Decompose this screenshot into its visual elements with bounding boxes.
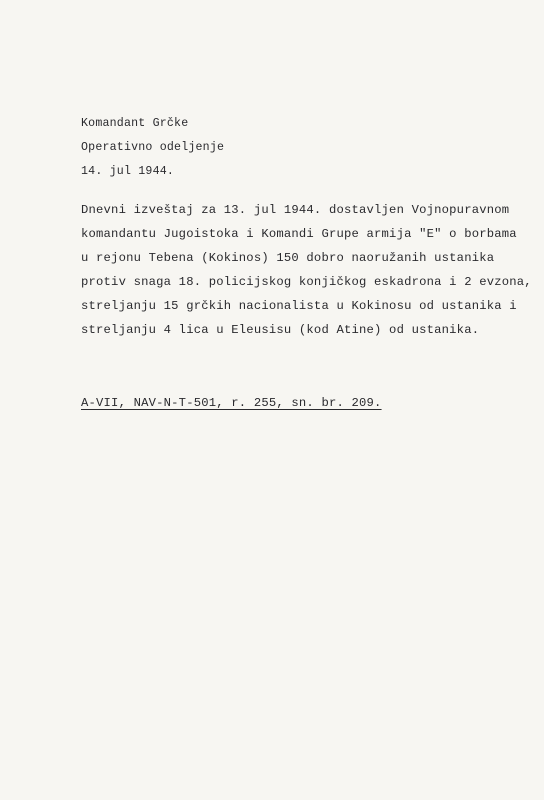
sender-line: Komandant Grčke xyxy=(81,117,189,130)
body-line-3: u rejonu Tebena (Kokinos) 150 dobro naoružanih ustanika xyxy=(81,251,495,265)
body-line-2: komandantu Jugoistoka i Komandi Grupe armija "E" o borbama xyxy=(81,227,517,241)
archive-source-reference: A-VII, NAV-N-T-501, r. 255, sn. br. 209. xyxy=(81,396,382,410)
date-line: 14. jul 1944. xyxy=(81,165,175,178)
body-line-6: streljanju 4 lica u Eleusisu (kod Atine) od ustanika. xyxy=(81,323,480,337)
body-line-1: Dnevni izveštaj za 13. jul 1944. dostavljen Vojnopuravnom xyxy=(81,203,510,217)
body-line-4: protiv snaga 18. policijskog konjičkog eskadrona i 2 evzona, xyxy=(81,275,532,289)
department-line: Operativno odeljenje xyxy=(81,141,225,154)
body-line-5: streljanju 15 grčkih nacionalista u Kokinosu od ustanika i xyxy=(81,299,517,313)
